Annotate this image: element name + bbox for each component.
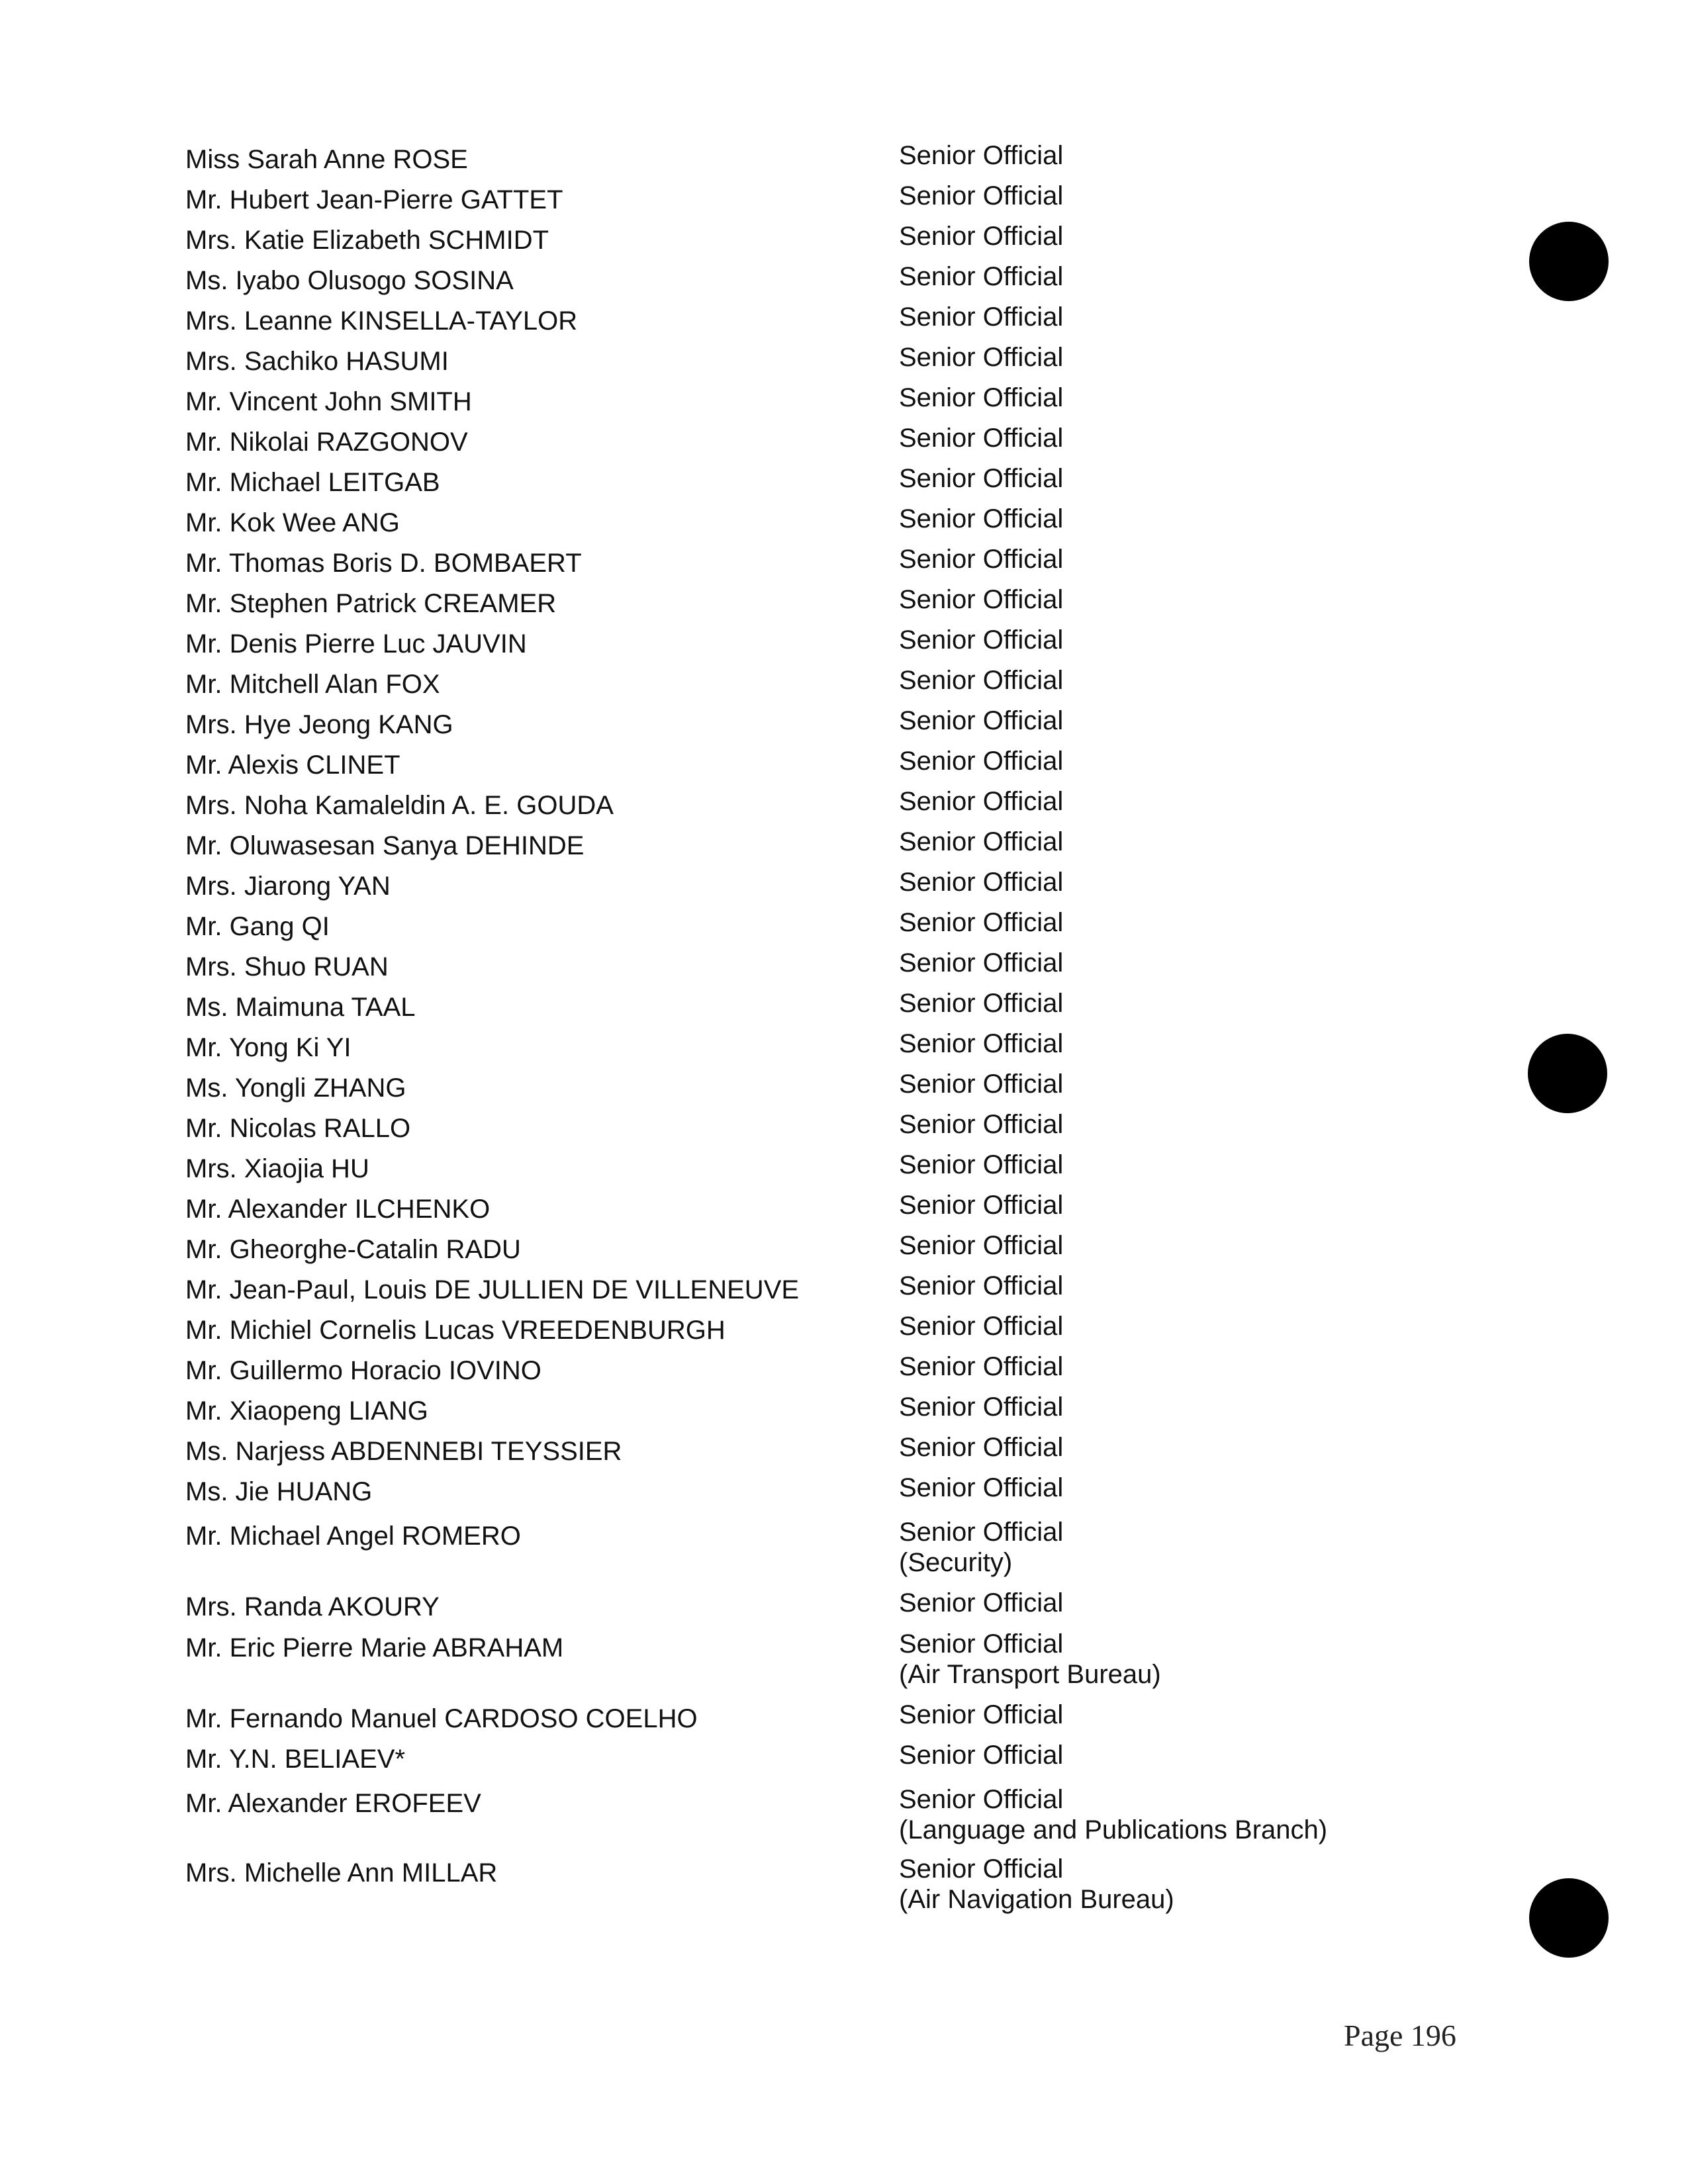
staff-name: Mr. Xiaopeng LIANG xyxy=(185,1396,428,1426)
staff-entry xyxy=(185,545,1364,594)
staff-name: Mrs. Noha Kamaleldin A. E. GOUDA xyxy=(185,791,614,820)
staff-title: Senior Official xyxy=(899,1069,1064,1099)
staff-name: Mrs. Katie Elizabeth SCHMIDT xyxy=(185,226,549,255)
staff-title: Senior Official xyxy=(899,343,1064,372)
staff-title: Senior Official xyxy=(899,1433,1064,1462)
staff-entry xyxy=(185,1854,1364,1914)
staff-title: Senior Official xyxy=(899,1191,1064,1220)
staff-entry xyxy=(185,1785,1364,1844)
staff-name: Mrs. Xiaojia HU xyxy=(185,1154,369,1183)
staff-name: Mr. Gang QI xyxy=(185,912,330,941)
staff-department: (Air Navigation Bureau) xyxy=(899,1885,1174,1914)
staff-name: Mr. Michiel Cornelis Lucas VREEDENBURGH xyxy=(185,1316,726,1345)
binder-hole-bottom xyxy=(1529,1878,1609,1958)
staff-name: Ms. Iyabo Olusogo SOSINA xyxy=(185,266,514,295)
staff-entry xyxy=(185,747,1364,796)
staff-entry xyxy=(185,1433,1364,1482)
staff-title: Senior Official xyxy=(899,1854,1064,1884)
staff-title: Senior Official xyxy=(899,1150,1064,1179)
staff-entry xyxy=(185,424,1364,473)
staff-name: Mrs. Randa AKOURY xyxy=(185,1592,440,1621)
staff-entry xyxy=(185,1629,1364,1689)
staff-entry xyxy=(185,706,1364,756)
staff-entry xyxy=(185,504,1364,554)
staff-title: Senior Official xyxy=(899,1700,1064,1729)
staff-name: Mr. Alexander EROFEEV xyxy=(185,1789,481,1818)
staff-title: Senior Official xyxy=(899,747,1064,776)
staff-name: Mr. Nikolai RAZGONOV xyxy=(185,428,468,457)
staff-name: Mrs. Michelle Ann MILLAR xyxy=(185,1858,498,1888)
staff-entry xyxy=(185,1700,1364,1750)
staff-entry xyxy=(185,1029,1364,1079)
staff-name: Mr. Eric Pierre Marie ABRAHAM xyxy=(185,1633,564,1662)
staff-title: Senior Official xyxy=(899,1029,1064,1058)
binder-hole-middle xyxy=(1528,1034,1607,1113)
staff-title: Senior Official xyxy=(899,1473,1064,1502)
staff-title: Senior Official xyxy=(899,383,1064,412)
staff-name: Mr. Y.N. BELIAEV* xyxy=(185,1745,406,1774)
staff-name: Ms. Yongli ZHANG xyxy=(185,1073,406,1103)
staff-name: Mr. Michael LEITGAB xyxy=(185,468,440,497)
staff-title: Senior Official xyxy=(899,424,1064,453)
staff-entry xyxy=(185,262,1364,312)
staff-name: Mr. Hubert Jean-Pierre GATTET xyxy=(185,185,563,214)
staff-entry xyxy=(185,1231,1364,1281)
staff-name: Mr. Guillermo Horacio IOVINO xyxy=(185,1356,541,1385)
staff-entry xyxy=(185,1069,1364,1119)
staff-name: Mr. Thomas Boris D. BOMBAERT xyxy=(185,549,582,578)
staff-entry xyxy=(185,343,1364,392)
staff-entry xyxy=(185,585,1364,635)
staff-title: Senior Official xyxy=(899,1352,1064,1381)
staff-entry xyxy=(185,827,1364,877)
staff-entry xyxy=(185,141,1364,191)
staff-title: Senior Official xyxy=(899,1518,1064,1547)
staff-entry xyxy=(185,989,1364,1038)
staff-title: Senior Official xyxy=(899,262,1064,291)
staff-title: Senior Official xyxy=(899,706,1064,735)
staff-entry xyxy=(185,1352,1364,1402)
staff-department: (Language and Publications Branch) xyxy=(899,1815,1328,1844)
staff-title: Senior Official xyxy=(899,1231,1064,1260)
staff-title: Senior Official xyxy=(899,302,1064,332)
staff-name: Mrs. Shuo RUAN xyxy=(185,952,389,981)
staff-entry xyxy=(185,1392,1364,1442)
staff-name: Mr. Denis Pierre Luc JAUVIN xyxy=(185,629,527,659)
staff-entry xyxy=(185,222,1364,271)
staff-entry xyxy=(185,1271,1364,1321)
staff-entry xyxy=(185,464,1364,514)
staff-title: Senior Official xyxy=(899,827,1064,856)
staff-entry xyxy=(185,666,1364,715)
staff-entry xyxy=(185,1191,1364,1240)
staff-name: Mr. Alexis CLINET xyxy=(185,751,400,780)
staff-entry xyxy=(185,948,1364,998)
staff-name: Mrs. Sachiko HASUMI xyxy=(185,347,449,376)
staff-entry xyxy=(185,1741,1364,1790)
staff-title: Senior Official xyxy=(899,585,1064,614)
staff-entry xyxy=(185,302,1364,352)
staff-entry xyxy=(185,625,1364,675)
staff-title: Senior Official xyxy=(899,1785,1064,1814)
staff-title: Senior Official xyxy=(899,948,1064,978)
staff-title: Senior Official xyxy=(899,1271,1064,1300)
staff-title: Senior Official xyxy=(899,545,1064,574)
staff-title: Senior Official xyxy=(899,1741,1064,1770)
staff-entry xyxy=(185,1518,1364,1577)
staff-name: Mrs. Jiarong YAN xyxy=(185,872,391,901)
staff-title: Senior Official xyxy=(899,1629,1064,1659)
staff-title: Senior Official xyxy=(899,666,1064,695)
staff-name: Ms. Maimuna TAAL xyxy=(185,993,416,1022)
staff-name: Mr. Gheorghe-Catalin RADU xyxy=(185,1235,521,1264)
staff-title: Senior Official xyxy=(899,787,1064,816)
staff-entry xyxy=(185,1312,1364,1361)
staff-title: Senior Official xyxy=(899,222,1064,251)
staff-entry xyxy=(185,1110,1364,1160)
staff-title: Senior Official xyxy=(899,989,1064,1018)
staff-name: Mr. Vincent John SMITH xyxy=(185,387,472,416)
staff-name: Mrs. Hye Jeong KANG xyxy=(185,710,453,739)
staff-name: Mr. Oluwasesan Sanya DEHINDE xyxy=(185,831,585,860)
staff-title: Senior Official xyxy=(899,908,1064,937)
staff-entry xyxy=(185,1150,1364,1200)
binder-hole-top xyxy=(1529,222,1609,301)
staff-department: (Air Transport Bureau) xyxy=(899,1660,1161,1689)
staff-name: Mr. Fernando Manuel CARDOSO COELHO xyxy=(185,1704,698,1733)
staff-title: Senior Official xyxy=(899,1392,1064,1422)
staff-entry xyxy=(185,1473,1364,1523)
staff-name: Mr. Kok Wee ANG xyxy=(185,508,400,537)
staff-entry xyxy=(185,181,1364,231)
staff-name: Mr. Yong Ki YI xyxy=(185,1033,352,1062)
staff-name: Mr. Michael Angel ROMERO xyxy=(185,1522,521,1551)
staff-name: Ms. Narjess ABDENNEBI TEYSSIER xyxy=(185,1437,622,1466)
staff-name: Ms. Jie HUANG xyxy=(185,1477,373,1506)
staff-name: Mrs. Leanne KINSELLA-TAYLOR xyxy=(185,306,578,336)
staff-title: Senior Official xyxy=(899,141,1064,170)
staff-name: Mr. Mitchell Alan FOX xyxy=(185,670,440,699)
staff-entry xyxy=(185,908,1364,958)
staff-name: Mr. Alexander ILCHENKO xyxy=(185,1195,491,1224)
staff-entry xyxy=(185,383,1364,433)
staff-title: Senior Official xyxy=(899,1588,1064,1617)
page-number: Page 196 xyxy=(1344,2019,1456,2052)
staff-entry xyxy=(185,787,1364,837)
staff-name: Mr. Nicolas RALLO xyxy=(185,1114,411,1143)
staff-name: Mr. Jean-Paul, Louis DE JULLIEN DE VILLENEUVE xyxy=(185,1275,800,1304)
staff-title: Senior Official xyxy=(899,181,1064,210)
staff-title: Senior Official xyxy=(899,868,1064,897)
staff-entry xyxy=(185,868,1364,917)
staff-title: Senior Official xyxy=(899,464,1064,493)
staff-name: Miss Sarah Anne ROSE xyxy=(185,145,468,174)
staff-title: Senior Official xyxy=(899,504,1064,533)
staff-title: Senior Official xyxy=(899,625,1064,655)
staff-title: Senior Official xyxy=(899,1110,1064,1139)
staff-name: Mr. Stephen Patrick CREAMER xyxy=(185,589,557,618)
staff-entry xyxy=(185,1588,1364,1638)
staff-department: (Security) xyxy=(899,1548,1013,1577)
staff-title: Senior Official xyxy=(899,1312,1064,1341)
